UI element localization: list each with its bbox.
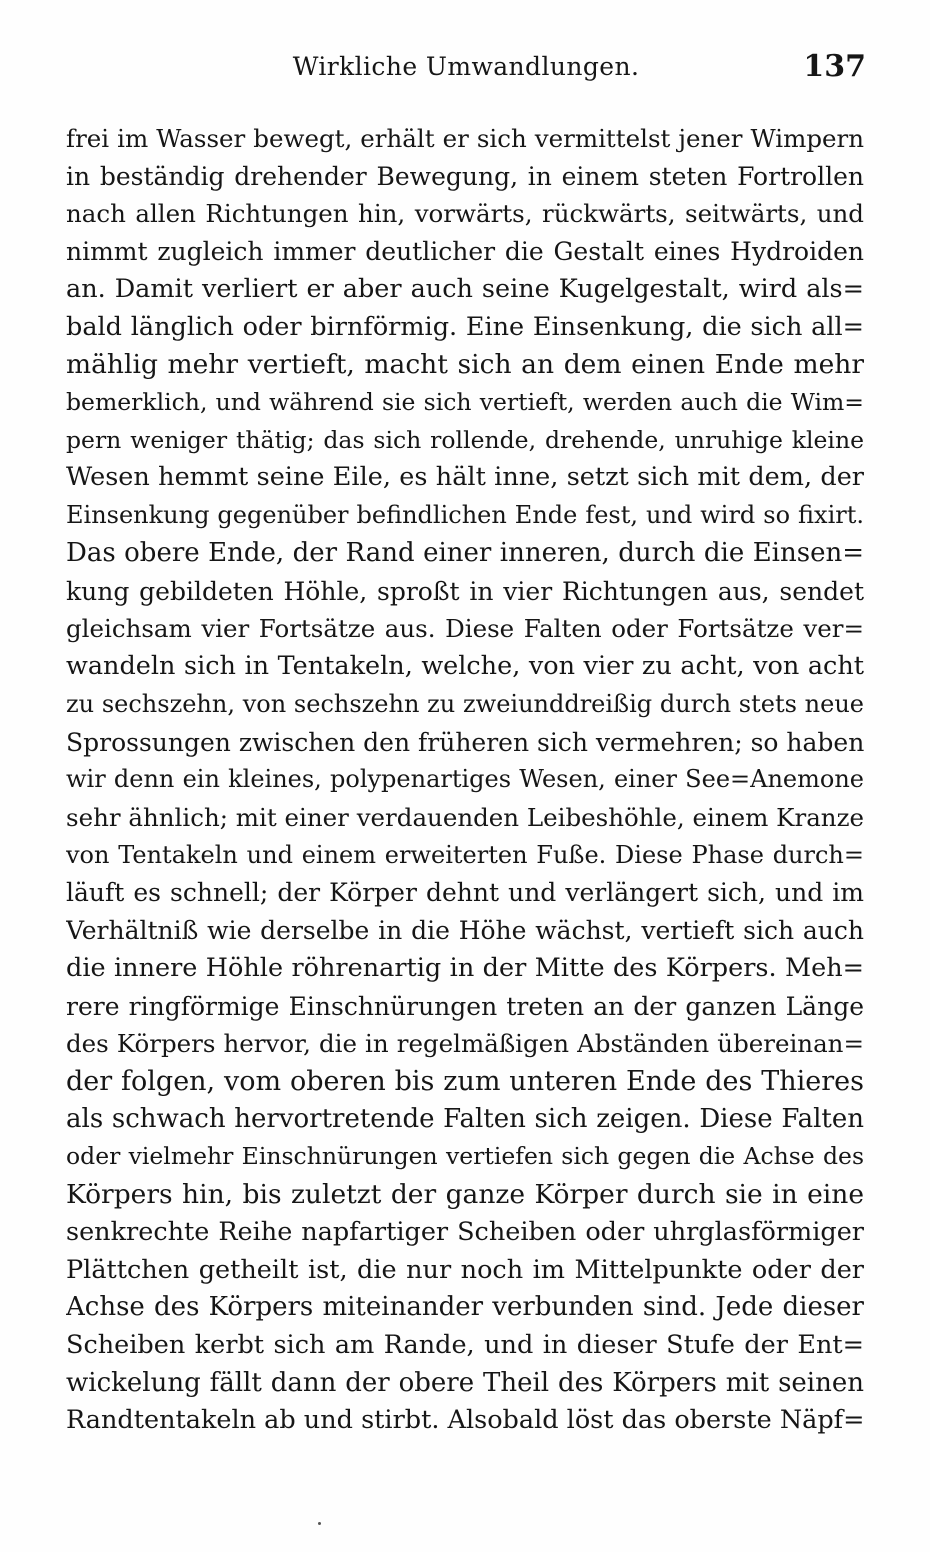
text-line: nach allen Richtungen hin, vorwärts, rückwärts, seitwärts, und [66, 199, 864, 229]
text-line: Wesen hemmt seine Eile, es hält inne, setzt sich mit dem, der [66, 462, 864, 493]
text-line: in beständig drehender Bewegung, in einem steten Fortrollen [66, 161, 864, 191]
text-line: zu sechszehn, von sechszehn zu zweiunddreißig durch stets neue [66, 689, 864, 718]
text-line: bemerklich, und während sie sich vertieft, werden auch die Wim= [66, 388, 864, 417]
text-line: oder vielmehr Einschnürungen vertiefen sich gegen die Achse des [66, 1142, 864, 1171]
body-text [66, 120, 864, 1440]
text-line: von Tentakeln und einem erweiterten Fuße. Diese Phase durch= [66, 840, 864, 869]
text-line: frei im Wasser bewegt, erhält er sich vermittelst jener Wimpern [66, 124, 864, 153]
text-line: gleichsam vier Fortsätze aus. Diese Falten oder Fortsätze ver= [66, 614, 864, 644]
text-line: der folgen, vom oberen bis zum unteren Ende des Thieres [66, 1065, 864, 1097]
text-line: wir denn ein kleines, polypenartiges Wesen, einer See=Anemone [66, 765, 864, 794]
text-line: des Körpers hervor, die in regelmäßigen Abständen übereinan= [66, 1029, 864, 1059]
text-line: als schwach hervortretende Falten sich zeigen. Diese Falten [66, 1103, 864, 1134]
text-line: Randtentakeln ab und stirbt. Alsobald löst das oberste Näpf= [66, 1405, 864, 1436]
text-line: Körpers hin, bis zuletzt der ganze Körper durch sie in eine [66, 1179, 864, 1211]
text-line: wickelung fällt dann der obere Theil des Körpers mit seinen [66, 1367, 864, 1398]
text-line: Das obere Ende, der Rand einer inneren, durch die Einsen= [66, 537, 864, 568]
text-line: die innere Höhle röhrenartig in der Mitte des Körpers. Meh= [66, 952, 864, 983]
text-line: mählig mehr vertieft, macht sich an dem einen Ende mehr [66, 349, 864, 381]
text-line: Scheiben kerbt sich am Rande, und in dieser Stufe der Ent= [66, 1330, 864, 1360]
text-line: Plättchen getheilt ist, die nur noch im Mittelpunkte oder der [66, 1254, 864, 1285]
text-line: bald länglich oder birnförmig. Eine Einsenkung, die sich all= [66, 311, 864, 342]
text-line: Achse des Körpers miteinander verbunden sind. Jede dieser [66, 1292, 864, 1323]
text-line: sehr ähnlich; mit einer verdauenden Leibeshöhle, einem Kranze [66, 802, 864, 832]
text-line: läuft es schnell; der Körper dehnt und verlängert sich, und im [66, 878, 864, 908]
text-line: nimmt zugleich immer deutlicher die Gestalt eines Hydroiden [66, 237, 864, 267]
text-line: rere ringförmige Einschnürungen treten an der ganzen Länge [66, 991, 864, 1021]
text-line: Sprossungen zwischen den früheren sich vermehren; so haben [66, 727, 864, 757]
running-title: Wirkliche Umwandlungen. [292, 52, 640, 81]
text-line: Einsenkung gegenüber befindlichen Ende fest, und wird so fixirt. [66, 501, 864, 530]
text-line: senkrechte Reihe napfartiger Scheiben oder uhrglasförmiger [66, 1216, 864, 1247]
running-header [66, 49, 866, 92]
text-line: Verhältniß wie derselbe in die Höhe wächst, vertieft sich auch [66, 916, 864, 946]
page-number: 137 [803, 49, 866, 84]
text-line: an. Damit verliert er aber auch seine Kugelgestalt, wird als= [66, 273, 864, 304]
text-line: wandeln sich in Tentakeln, welche, von vier zu acht, von acht [66, 651, 864, 682]
text-line: pern weniger thätig; das sich rollende, drehende, unruhige kleine [66, 425, 864, 454]
print-speck [318, 1522, 321, 1525]
text-line: kung gebildeten Höhle, sproßt in vier Richtungen aus, sendet [66, 576, 864, 606]
